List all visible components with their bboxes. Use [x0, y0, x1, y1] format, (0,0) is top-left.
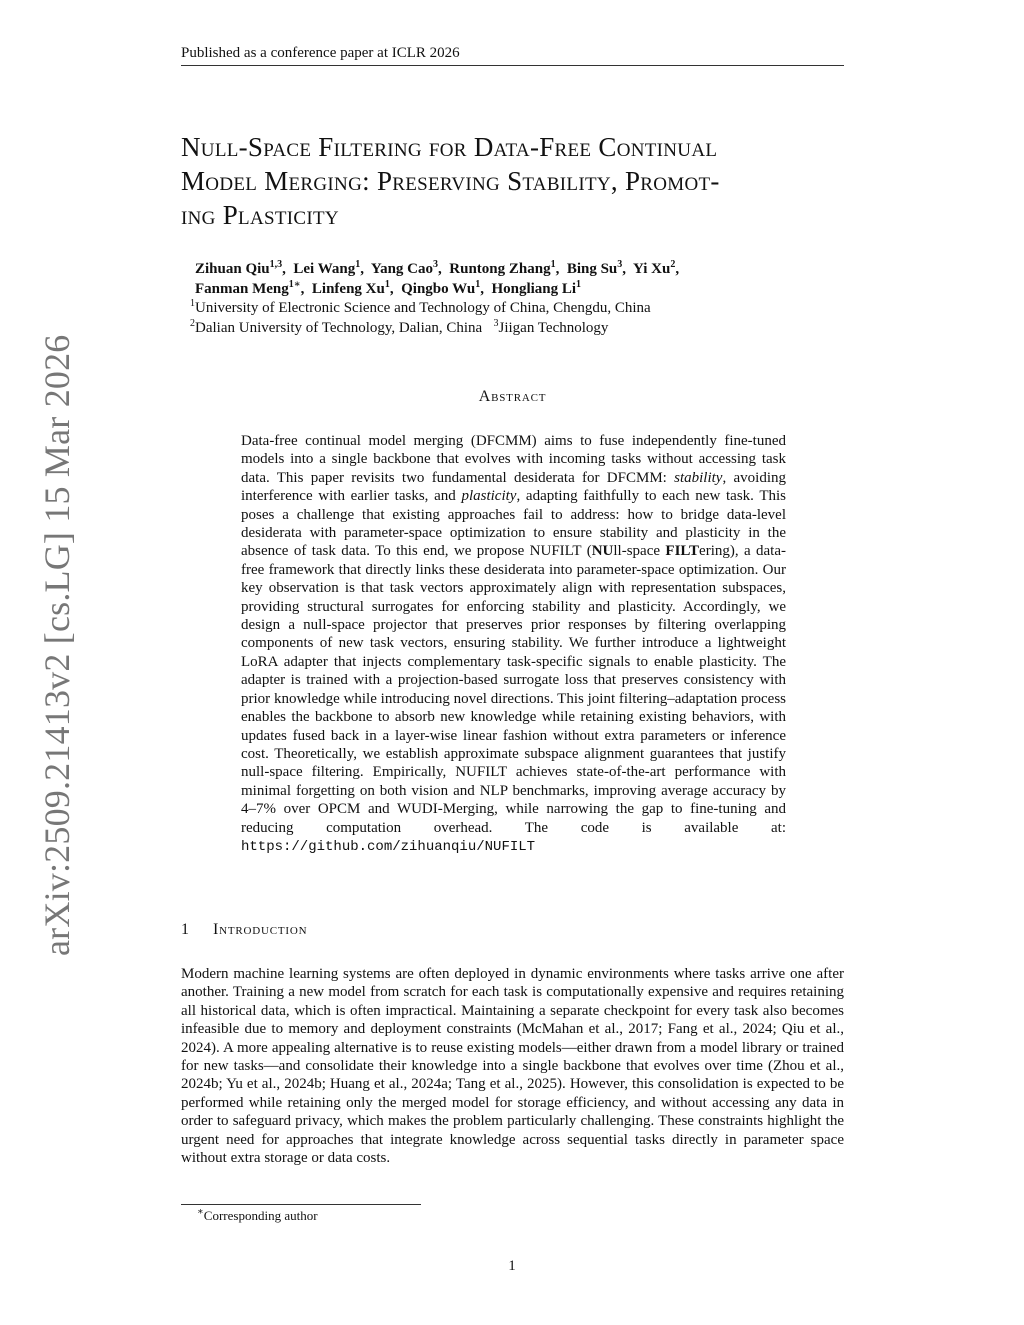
- footnote-text: Corresponding author: [203, 1208, 318, 1223]
- abstract-text: ll-space: [613, 543, 666, 560]
- author-sup: 1∗: [288, 279, 301, 290]
- section-heading: [181, 920, 307, 940]
- author: Zihuan Qiu: [195, 261, 270, 277]
- author: Yang Cao: [370, 261, 434, 277]
- author: Yi Xu: [632, 261, 671, 277]
- affiliation-sup: 2: [190, 318, 195, 329]
- affiliation-2-3: [190, 319, 830, 338]
- title-line-3: ing Plasticity: [181, 200, 339, 230]
- affiliation-text: Jiigan Technology: [498, 320, 609, 336]
- author-line-1: Zihuan Qiu$^{1,3}$, Lei Wang$^1$, Yang Cao$^3$, Runtong Zhang$^1$, Bing Su$^3$, Yi Xu$^2$,: [195, 259, 680, 277]
- author: Hongliang Li: [491, 281, 577, 297]
- author-sup: 1,3: [269, 259, 283, 270]
- author: Qingbo Wu: [401, 281, 476, 297]
- author: Fanman Meng: [195, 281, 289, 297]
- affiliation-sup: 1: [190, 298, 195, 309]
- header-rule: [181, 65, 844, 66]
- author-line-2: Fanman Meng$^{1∗}$, Linfeng Xu$^1$, Qingbo Wu$^1$, Hongliang Li$^1$: [195, 279, 582, 297]
- abstract-emph-stability: stability: [674, 469, 723, 486]
- title-line-2: Model Merging: Preserving Stability, Promot-: [181, 166, 720, 196]
- abstract-bold-filt: FILT: [665, 543, 700, 560]
- author: Runtong Zhang: [449, 261, 551, 277]
- author-sup: 3: [433, 259, 439, 270]
- author-sup: 1: [384, 279, 390, 290]
- footnote-rule: [181, 1204, 421, 1205]
- abstract-body: [241, 432, 786, 856]
- code-url-link[interactable]: https://github.com/zihuanqiu/NUFILT: [241, 838, 536, 855]
- author-sup: 2: [670, 259, 676, 270]
- author: Bing Su: [566, 261, 618, 277]
- abstract-heading: Abstract: [478, 388, 547, 405]
- author: Lei Wang: [293, 261, 356, 277]
- abstract-text: , adapting faithfully to each new task. This poses a challenge that existing approaches fail to address: how to bridge data-level desiderata with parameter-space optimization to ensure stability and plasticity in the absence of task data. To this end, we propose NUFILT (: [241, 488, 786, 560]
- abstract-text: Data-free continual model merging (DFCMM) aims to fuse independently fine-tuned models into a single backbone that evolves with incoming tasks without accessing task data. This paper revisits two fundamental desiderata for DFCMM:: [241, 433, 786, 486]
- affiliation-text: University of Electronic Science and Technology of China, Chengdu, China: [195, 300, 651, 316]
- author: Linfeng Xu: [311, 281, 385, 297]
- running-head: Published as a conference paper at ICLR 2026: [181, 45, 460, 61]
- page-number: 1: [508, 1258, 516, 1274]
- footnote-mark: ∗: [197, 1206, 204, 1218]
- author-sup: 1: [550, 259, 556, 270]
- abstract-text: ering), a data-free framework that directly links these desiderata into parameter-space optimization. Our key observation is that task vectors approximately align with representation subspaces, providing structural surrogates for enforcing stability and plasticity. Accordingly, we design a null-space projector that preserves prior responses by filtering overlapping components of new task vectors, ensuring stability. We further introduce a lightweight LoRA adapter that injects complementary task-specific signals to enable plasticity. The adapter is trained with a projection-based surrogate loss that preserves consistency with prior knowledge while introducing novel directions. This joint filtering–adaptation process enables the backbone to absorb new knowledge while retaining existing behaviors, with updates fused back in a layer-wise linear fashion without extra parameters or inference cost. Theoretically, we establish approximate subspace alignment guarantees that justify null-space filtering. Empirically, NUFILT achieves state-of-the-art performance with minimal forgetting on both vision and NLP benchmarks, improving average accuracy by 4–7% over OPCM and WUDI-Merging, while narrowing the gap to fine-tuning and reducing computation overhead. The code is available at:: [241, 543, 787, 836]
- arxiv-stamp: arXiv:2509.21413v2 [cs.LG] 15 Mar 2026: [37, 334, 77, 956]
- title-line-1: Null-Space Filtering for Data-Free Continual: [181, 132, 718, 162]
- affiliation-sup: 3: [493, 318, 499, 329]
- footnote: [197, 1208, 318, 1224]
- affiliation-1: [190, 299, 830, 318]
- section-title: Introduction: [213, 921, 308, 938]
- abstract-text: , avoiding interference with earlier tasks, and: [241, 469, 786, 505]
- author-sup: 1: [576, 279, 582, 290]
- author-sup: 3: [617, 259, 623, 270]
- author-sup: 1: [355, 259, 361, 270]
- author-sup: 1: [475, 279, 481, 290]
- abstract-bold-nu: NU: [591, 543, 614, 560]
- affiliation-text: Dalian University of Technology, Dalian, China: [195, 320, 483, 336]
- intro-paragraph: Modern machine learning systems are often deployed in dynamic environments where tasks arrive one after another. Training a new model from scratch for each task is computationally expensive and requires retaining all historical data, which is often impractical. Maintaining a separate checkpoint for every task also becomes infeasible due to memory and deployment constraints (McMahan et al., 2017; Fang et al., 2024; Qiu et al., 2024). A more appealing alternative is to reuse existing models—either drawn from a model library or trained for new tasks—and consolidate their knowledge into a single backbone that evolves over time (Zhou et al., 2024b; Yu et al., 2024b; Huang et al., 2024a; Tang et al., 2025). However, this consolidation is expected to be performed while retaining only the merged model for storage efficiency, and without accessing any data in order to safeguard privacy, which makes the problem particularly challenging. These constraints highlight the urgent need for approaches that integrate knowledge across sequential tasks directly in parameter space without extra storage or data costs.: [181, 966, 844, 1167]
- paper-title: [181, 130, 861, 232]
- section-number: 1: [181, 921, 190, 938]
- abstract-emph-plasticity: plasticity: [461, 488, 517, 505]
- author-list: [195, 259, 835, 299]
